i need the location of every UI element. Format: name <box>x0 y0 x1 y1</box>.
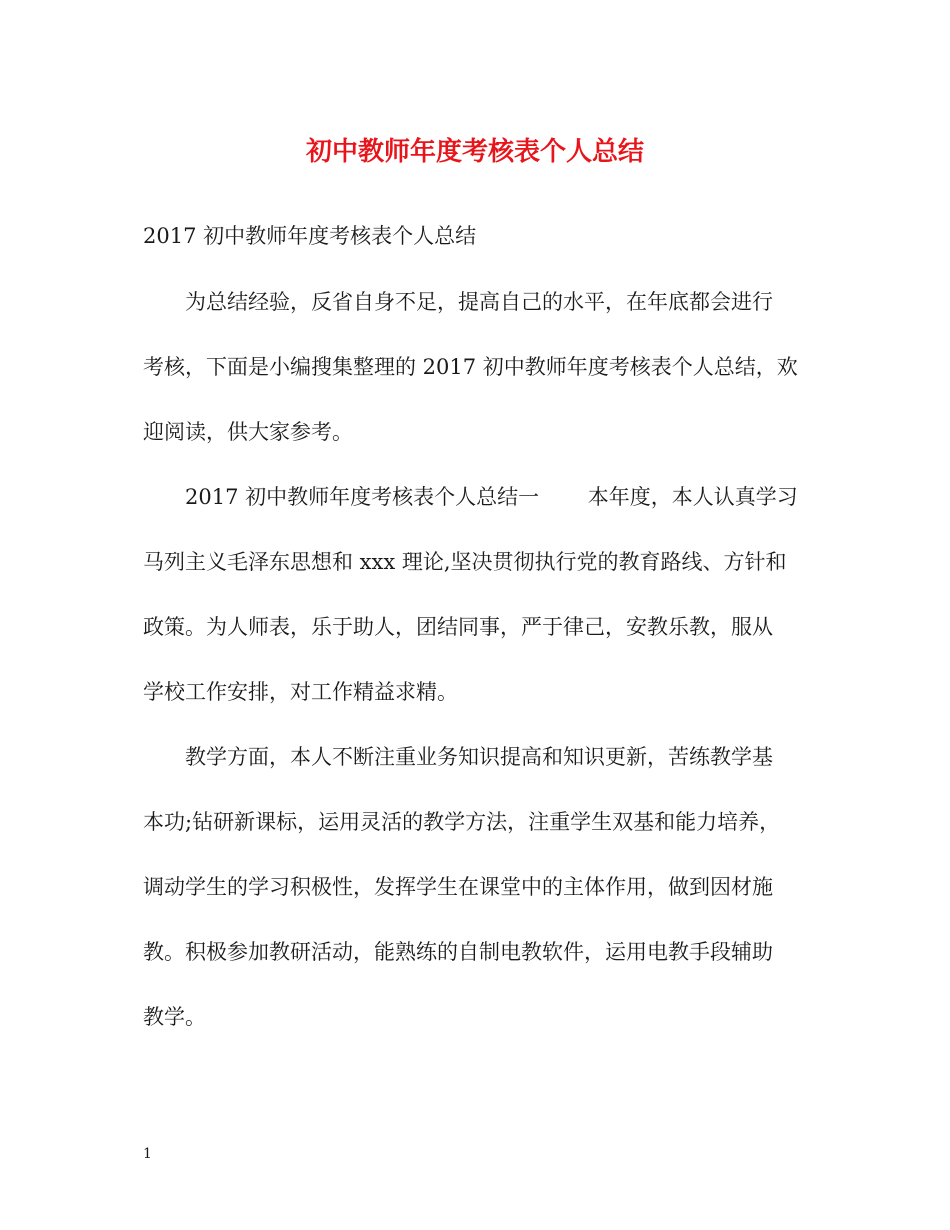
paragraph-teaching <box>143 735 805 1040</box>
text-line: 教学方面，本人不断注重业务知识提高和知识更新，苦练教学基 <box>143 745 773 769</box>
text-line: 政策。为人师表，乐于助人，团结同事，严于律己，安教乐教，服从 <box>143 615 773 639</box>
document-body <box>143 280 805 1060</box>
text-line: 2017 初中教师年度考核表个人总结一 本年度，本人认真学习 <box>143 485 798 509</box>
text-line: 本功;钻研新课标，运用灵活的教学方法，注重学生双基和能力培养， <box>143 810 781 834</box>
text-line: 迎阅读，供大家参考。 <box>143 420 353 444</box>
paragraph-intro <box>143 280 805 455</box>
paragraph-summary-one <box>143 475 805 715</box>
page-number: 1 <box>143 1146 152 1162</box>
text-line: 教学。 <box>143 1005 206 1029</box>
text-line: 教。积极参加教研活动，能熟练的自制电教软件，运用电教手段辅助 <box>143 940 773 964</box>
text-line: 考核，下面是小编搜集整理的 2017 初中教师年度考核表个人总结，欢 <box>143 355 798 379</box>
text-line: 调动学生的学习积极性，发挥学生在课堂中的主体作用，做到因材施 <box>143 875 773 899</box>
text-line: 马列主义毛泽东思想和 xxx 理论,坚决贯彻执行党的教育路线、方针和 <box>143 550 787 574</box>
text-line: 为总结经验，反省自身不足，提高自己的水平，在年底都会进行 <box>143 290 773 314</box>
document-subtitle: 2017 初中教师年度考核表个人总结 <box>143 224 477 248</box>
document-title: 初中教师年度考核表个人总结 <box>305 137 644 167</box>
text-line: 学校工作安排，对工作精益求精。 <box>143 680 458 704</box>
